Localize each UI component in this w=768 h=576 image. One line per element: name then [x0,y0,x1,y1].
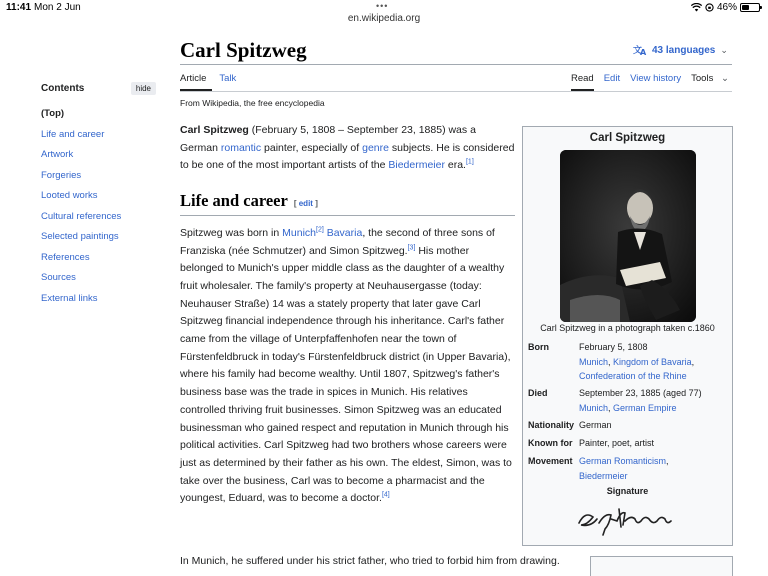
tab-edit[interactable]: Edit [603,73,621,84]
link-biedermeier[interactable]: Biedermeier [579,470,628,481]
section-heading-life-and-career: Life and career [ edit ] [180,192,515,216]
tools-menu[interactable] [691,72,729,91]
infobox [522,126,733,546]
language-button[interactable] [633,44,728,56]
battery-icon [740,3,760,12]
subject-name: Carl Spitzweg [180,124,249,136]
toc-item-selected-paintings[interactable]: Selected paintings [41,231,119,242]
reference-link[interactable]: [4] [381,491,390,499]
tabs-divider [180,91,732,92]
page-title: Carl Spitzweg [180,38,307,62]
portrait-photo[interactable] [560,150,696,322]
link-romantic[interactable]: romantic [220,141,262,154]
link-german-empire[interactable]: German Empire [613,402,677,413]
next-paragraph: In Munich, he suffered under his strict father, who tried to forbid him from drawing. [180,555,560,567]
multitasking-dots-icon[interactable]: ••• [376,1,389,11]
toc-item-external-links[interactable]: External links [41,292,98,304]
battery-percent: 46% [716,2,737,13]
toc-list [41,104,156,309]
life-paragraph: Spitzweg was born in Munich[2] Bavaria, the second of three sons of Franziska (née Schmutzer) and Simon Spitzweg.[3] His mother belonged to Munich's upper middle class as the daughter of a wealthy fruit wholesaler. The family's property at Neuhausergasse (today: Neuhauser Straße) 14 was a stately property that later gave Carl Spitzweg financial independence through his inheritance. Carl's father came from the village of Unterpfaffenhofen near the town of Fürstenfeldbruck in today's Fürstenfeldbruck district (in Upper Bavaria), where his family had become wealthy. Until 1807, Spitzweg's father's business base was the trade in spices in Munich. His relatives controlled thriving fruit businesses. Simon Spitzweg was an educated businessman who gained respect and reputation in Munich through his political activities. Carl Spitzweg had two brothers whose careers were just as determined by their father as his own. The eldest, Simon, was to take over the business, Carl was to become a pharmacist and the youngest, Eduard, was to become a doctor.[4] [180,226,512,505]
intro-paragraph: Carl Spitzweg (February 5, 1808 – September 23, 1885) was a German romantic painter, especially of genre subjects. He is considered to be one of the most important artists of the Biedermeier era.[1] [180,124,515,172]
orientation-lock-icon [705,3,714,12]
link-bavaria[interactable]: Bavaria [326,226,363,239]
url-text: en.wikipedia.org [347,13,421,24]
photo-caption: Carl Spitzweg in a photograph taken c.1860 [540,323,715,333]
link-munich[interactable]: Munich [579,356,609,367]
signature-label: Signature [606,486,649,496]
toc-hide-button[interactable]: hide [131,82,156,95]
toc-item-forgeries[interactable]: Forgeries [41,169,82,181]
tools-label: Tools [691,73,714,84]
status-time: 11:41 [6,2,32,13]
signature-image[interactable] [575,501,679,537]
infobox-row-movement: Movement German Romanticism, Biedermeier [528,456,669,481]
toc-header [41,78,156,98]
svg-text:文: 文 [633,46,643,56]
reference-link[interactable]: [1] [465,158,474,166]
status-date: Mon 2 Jun [34,2,81,13]
infobox-next [590,556,733,576]
language-count: 43 languages [652,44,716,56]
link-genre[interactable]: genre [362,141,389,154]
infobox-row-died: Died September 23, 1885 (aged 77) Munich, German Empire [528,388,702,413]
toc-item-cultural-references[interactable]: Cultural references [41,210,122,222]
infobox-row-nationality: Nationality German [528,420,612,430]
infobox-row-known-for: Known for Painter, poet, artist [528,438,655,448]
battery-fill [742,5,749,10]
status-bar [0,0,768,14]
toc-item-top[interactable]: (Top) [41,108,65,119]
toc-title: Contents [41,82,85,94]
link-munich[interactable]: Munich [579,402,609,413]
page-tabs-left [180,72,249,91]
reference-link[interactable]: [3] [407,244,416,252]
toc-item-references[interactable]: References [41,251,90,263]
reference-link[interactable]: [2] [316,226,324,234]
toc-item-looted-works[interactable]: Looted works [41,190,98,201]
article-body [180,122,515,516]
title-divider [180,64,732,65]
section-edit-link[interactable]: [ edit ] [293,199,318,209]
toc-item-artwork[interactable]: Artwork [41,149,74,160]
tagline: From Wikipedia, the free encyclopedia [180,98,325,108]
toc-item-sources[interactable]: Sources [41,272,76,283]
link-german-romanticism[interactable]: German Romanticism [579,456,667,466]
infobox-row-born: Born February 5, 1808 Munich, Kingdom of Bavaria, Confederation of the Rhine [528,342,695,382]
link-confederation-of-the-rhine[interactable]: Confederation of the Rhine [579,371,687,382]
chevron-down-icon: ⌄ [720,73,729,84]
tab-article[interactable]: Article [180,72,212,91]
url-bar[interactable] [0,13,768,29]
infobox-title: Carl Spitzweg [589,132,666,144]
chevron-down-icon: ⌄ [720,44,728,55]
wifi-icon [691,3,702,12]
translate-icon [633,44,647,56]
tab-talk[interactable]: Talk [219,73,237,84]
tab-view-history[interactable]: View history [630,73,682,84]
status-right [691,2,760,13]
page-tabs-right [571,72,739,91]
tab-read[interactable]: Read [571,72,594,91]
link-munich[interactable]: Munich [282,226,316,239]
link-biedermeier[interactable]: Biedermeier [388,159,445,172]
link-kingdom-of-bavaria[interactable]: Kingdom of Bavaria [613,356,692,367]
toc-item-life-and-career[interactable]: Life and career [41,128,105,140]
svg-text:A: A [640,48,647,56]
table-of-contents [41,78,156,309]
